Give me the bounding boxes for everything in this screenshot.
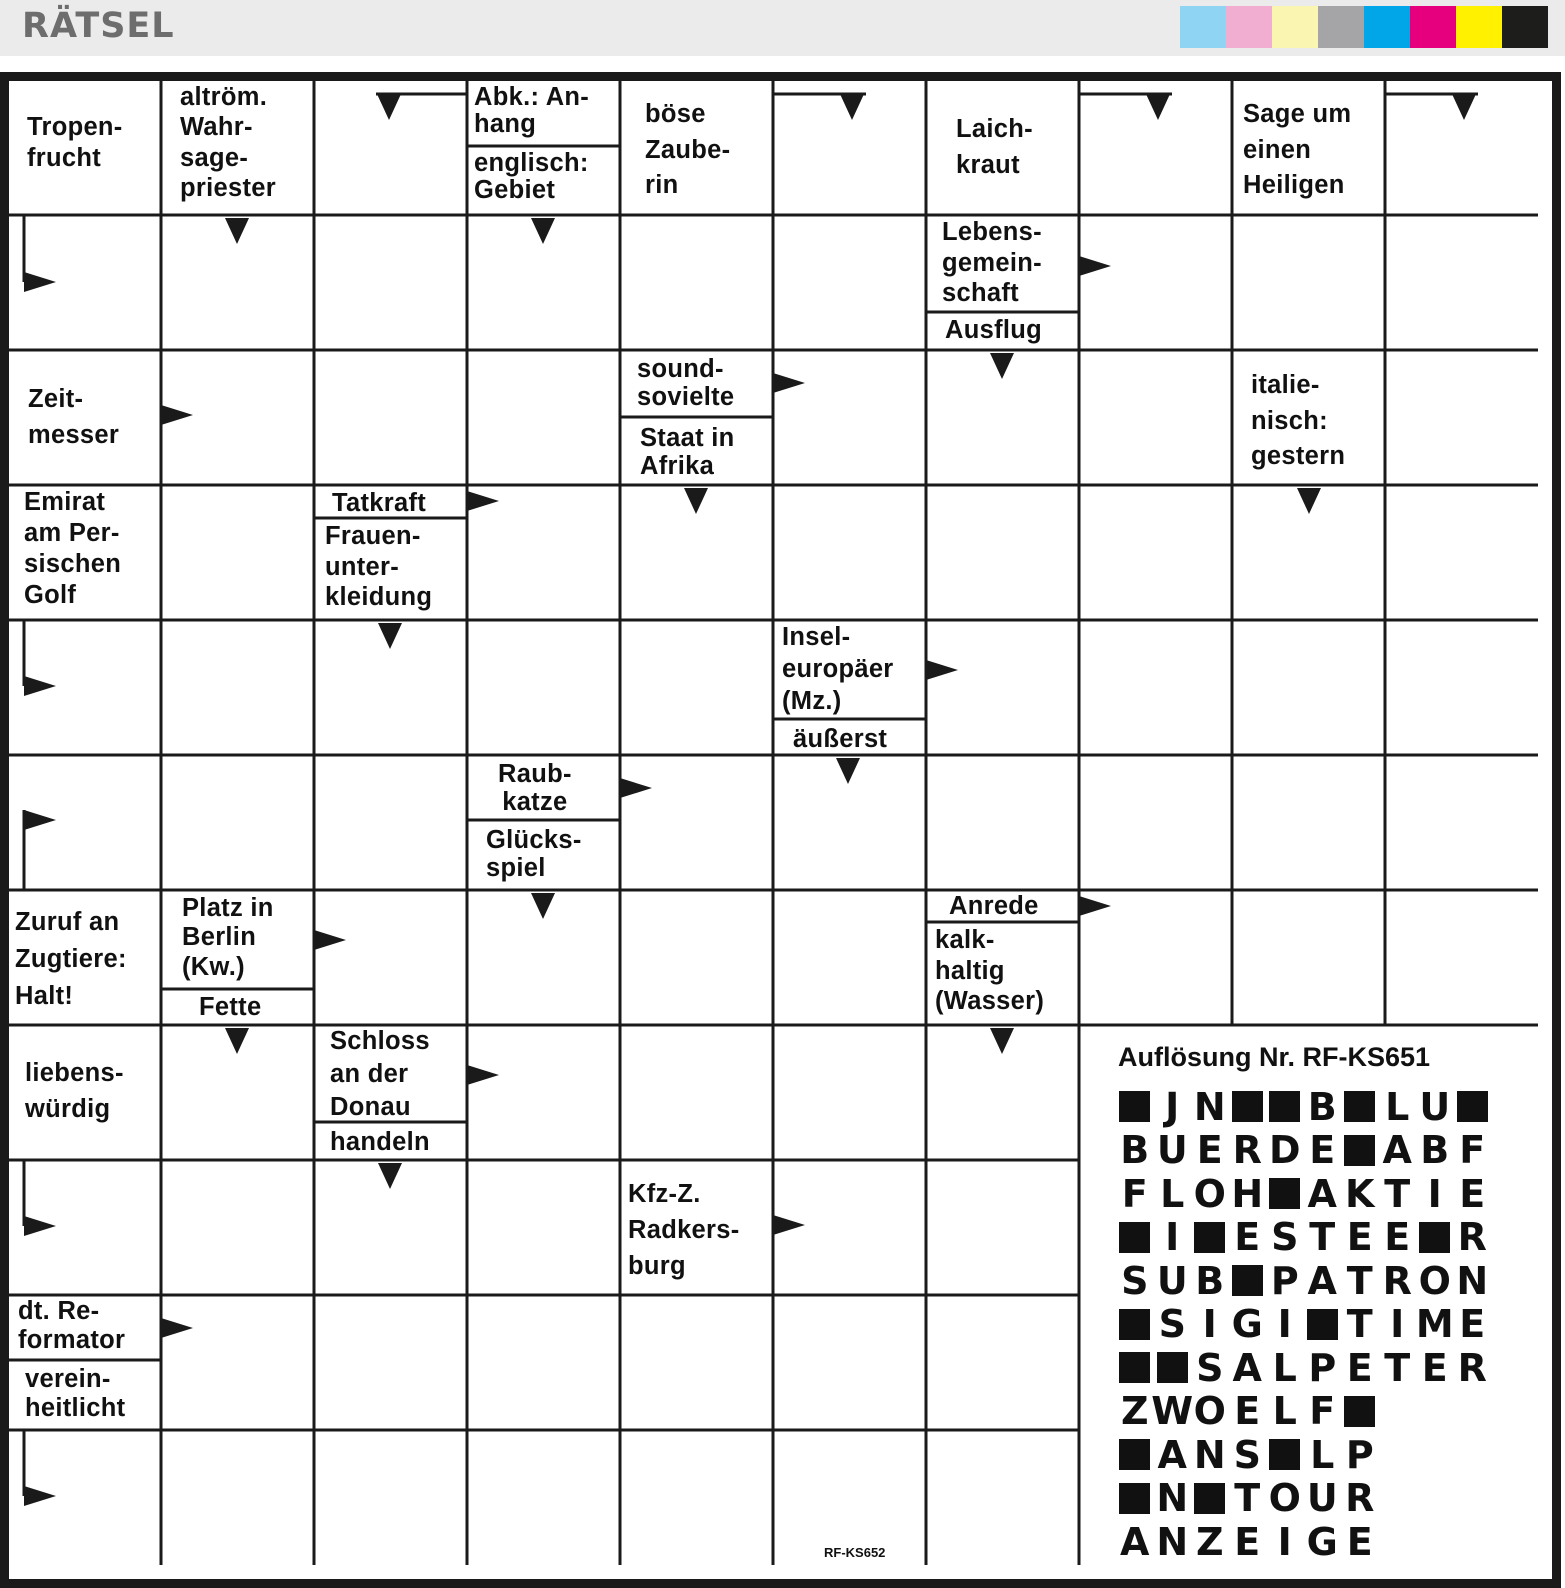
solution-letter: S <box>1158 1302 1186 1347</box>
solution-black-square <box>1416 1216 1454 1260</box>
solution-black-square <box>1116 1303 1154 1347</box>
clue-zuruf: Zuruf an Zugtiere: Halt! <box>15 908 127 1010</box>
solution-letter: I <box>1427 1171 1442 1216</box>
solution-letter: I <box>1165 1215 1180 1260</box>
arrow-right-icon <box>24 676 56 696</box>
solution-letter: A <box>1232 1345 1262 1390</box>
arrow-right-icon <box>24 272 56 292</box>
solution-letter: E <box>1234 1215 1261 1260</box>
solution-row <box>1116 1085 1491 1129</box>
clue-staat-in-afrika: Staat in Afrika <box>640 424 735 481</box>
clue-soundsovielte: sound- sovielte <box>637 355 735 412</box>
clue-vereinheitlicht: verein- heitlicht <box>25 1365 126 1422</box>
solution-letter: E <box>1234 1389 1261 1434</box>
solution-letter: I <box>1202 1302 1217 1347</box>
solution-black-square <box>1116 1216 1154 1260</box>
solution-letter: R <box>1457 1345 1487 1390</box>
solution-black-square <box>1341 1390 1379 1434</box>
solution-letter: A <box>1307 1171 1337 1216</box>
solution-letter: A <box>1157 1432 1187 1477</box>
solution-row <box>1116 1303 1491 1347</box>
arrow-down-icon <box>684 488 708 514</box>
arrow-right-icon <box>24 810 56 830</box>
solution-letter: O <box>1418 1258 1451 1303</box>
clue-englisch-gebiet: englisch: Gebiet <box>474 149 589 204</box>
arrow-down-icon <box>225 218 249 244</box>
solution-letter: M <box>1415 1302 1454 1347</box>
solution-letter: N <box>1156 1476 1189 1521</box>
solution-letter: T <box>1346 1258 1373 1303</box>
arrow-down-icon <box>1146 94 1170 120</box>
solution-letter: F <box>1309 1389 1336 1434</box>
solution-letter: P <box>1308 1345 1337 1390</box>
solution-letter: R <box>1232 1128 1262 1173</box>
solution-letter: A <box>1382 1128 1412 1173</box>
solution-letter: G <box>1231 1302 1263 1347</box>
solution-letter: U <box>1306 1476 1338 1521</box>
arrow-right-icon <box>24 1486 56 1506</box>
solution-letter: H <box>1231 1171 1264 1216</box>
solution-letter: T <box>1384 1171 1411 1216</box>
solution-letter: G <box>1306 1519 1338 1564</box>
arrow-right-icon <box>161 405 193 425</box>
clue-zeitmesser: Zeit- messer <box>28 385 120 449</box>
clue-aeusserst: äußerst <box>793 725 888 753</box>
solution-letter: E <box>1421 1345 1448 1390</box>
solution-letter: U <box>1156 1128 1188 1173</box>
solution-black-square <box>1266 1085 1304 1129</box>
arrow-down-icon <box>531 218 555 244</box>
solution-letter: T <box>1234 1476 1261 1521</box>
solution-row <box>1116 1477 1491 1521</box>
solution-letter: S <box>1121 1258 1149 1303</box>
color-swatch <box>1364 6 1410 48</box>
clue-boese-zauberin: böse Zaube- rin <box>645 100 731 200</box>
solution-letter: N <box>1456 1258 1489 1303</box>
arrow-right-icon <box>620 778 652 798</box>
arrow-down-icon <box>1452 94 1476 120</box>
clue-anrede: Anrede <box>949 892 1039 920</box>
arrow-down-icon <box>378 623 402 649</box>
solution-letter: I <box>1390 1302 1405 1347</box>
solution-letter: K <box>1345 1171 1375 1216</box>
clue-kfz-radkersburg: Kfz-Z. Radkers- burg <box>628 1180 740 1281</box>
solution-black-square <box>1266 1433 1304 1477</box>
solution-letter: E <box>1234 1519 1261 1564</box>
clue-inseleuropaeer: Insel- europäer (Mz.) <box>782 623 894 715</box>
solution-row <box>1116 1216 1491 1260</box>
arrow-right-icon <box>773 1215 805 1235</box>
solution-letter: E <box>1346 1215 1373 1260</box>
solution-black-square <box>1229 1085 1267 1129</box>
arrow-right-icon <box>773 373 805 393</box>
arrow-down-icon <box>377 94 401 120</box>
puzzle-code: RF-KS652 <box>824 1545 886 1560</box>
clue-tatkraft: Tatkraft <box>332 489 427 517</box>
solution-letter: F <box>1459 1128 1486 1173</box>
solution-letter: A <box>1120 1519 1150 1564</box>
color-swatch <box>1456 6 1502 48</box>
solution-row <box>1116 1520 1491 1564</box>
solution-letter: S <box>1271 1215 1299 1260</box>
clue-lebensgemeinschaft: Lebens- gemein- schaft <box>942 218 1042 308</box>
solution-black-square <box>1266 1172 1304 1216</box>
clue-ausflug: Ausflug <box>945 316 1043 344</box>
solution-letter: L <box>1272 1389 1297 1434</box>
solution-letter: N <box>1156 1519 1189 1564</box>
arrow-down-icon <box>836 758 860 784</box>
solution-black-square <box>1454 1085 1492 1129</box>
solution-letter: I <box>1277 1302 1292 1347</box>
clue-handeln: handeln <box>330 1128 430 1156</box>
solution-black-square <box>1116 1477 1154 1521</box>
clue-frauenunterkleidung: Frauen- unter- kleidung <box>325 522 433 612</box>
solution-black-square <box>1116 1433 1154 1477</box>
solution-letter: Z <box>1120 1389 1149 1434</box>
solution-row <box>1116 1433 1491 1477</box>
clue-gluecksspiel: Glücks- spiel <box>486 826 582 883</box>
solution-letter: U <box>1419 1084 1451 1129</box>
clue-liebenswuerdig: liebens- würdig <box>25 1059 124 1123</box>
solution-letter: B <box>1307 1084 1337 1129</box>
color-swatch <box>1226 6 1272 48</box>
clue-italienisch-gestern: italie- nisch: gestern <box>1251 371 1346 471</box>
solution-letter: E <box>1459 1302 1486 1347</box>
solution-letter: E <box>1309 1128 1336 1173</box>
solution-row <box>1116 1172 1491 1216</box>
solution-letter: E <box>1346 1345 1373 1390</box>
crossword-grid <box>0 72 1565 1588</box>
clue-platz-in-berlin: Platz in Berlin (Kw.) <box>182 894 274 981</box>
arrow-down-icon <box>990 353 1014 379</box>
clue-altroem-wahrsagepriester: altröm. Wahr- sage- priester <box>180 83 276 203</box>
solution-letter: R <box>1345 1476 1375 1521</box>
color-swatch <box>1180 6 1226 48</box>
solution-letter: I <box>1277 1519 1292 1564</box>
clue-schloss: Schloss an der Donau <box>330 1027 430 1122</box>
page-title: RÄTSEL <box>22 6 175 46</box>
solution-letter: B <box>1420 1128 1450 1173</box>
arrow-right-icon <box>467 1065 499 1085</box>
arrow-right-icon <box>24 1216 56 1236</box>
arrow-down-icon <box>990 1028 1014 1054</box>
solution-letter: E <box>1384 1215 1411 1260</box>
solution-letter: O <box>1268 1476 1301 1521</box>
arrow-down-icon <box>1297 488 1321 514</box>
solution-row <box>1116 1129 1491 1173</box>
solution-black-square <box>1341 1129 1379 1173</box>
solution-letter: E <box>1196 1128 1223 1173</box>
solution-letter: R <box>1382 1258 1412 1303</box>
color-swatch <box>1410 6 1456 48</box>
arrow-right-icon <box>1079 896 1111 916</box>
clue-abk-anhang: Abk.: An- hang <box>474 83 590 138</box>
solution-letter: O <box>1193 1171 1226 1216</box>
solution-letter: S <box>1233 1432 1261 1477</box>
arrow-right-icon <box>314 930 346 950</box>
solution-row <box>1116 1259 1491 1303</box>
solution-letter: R <box>1457 1215 1487 1260</box>
arrow-right-icon <box>467 491 499 511</box>
solution-letter: L <box>1310 1432 1335 1477</box>
solution-black-square <box>1191 1216 1229 1260</box>
solution-letter: B <box>1120 1128 1150 1173</box>
solution-letter: P <box>1345 1432 1374 1477</box>
solution-letter: B <box>1195 1258 1225 1303</box>
solution-letter: T <box>1384 1345 1411 1390</box>
solution-letter: J <box>1165 1084 1180 1129</box>
solution-letter: P <box>1270 1258 1299 1303</box>
clue-raubkatze: Raub- katze <box>498 760 572 817</box>
solution-letter: W <box>1151 1389 1194 1434</box>
solution-letter: L <box>1160 1171 1185 1216</box>
solution-black-square <box>1154 1346 1192 1390</box>
arrow-down-icon <box>531 893 555 919</box>
solution-letter: F <box>1121 1171 1148 1216</box>
solution-letter: L <box>1272 1345 1297 1390</box>
solution-black-square <box>1116 1346 1154 1390</box>
solution-row <box>1116 1346 1491 1390</box>
clue-emirat: Emirat am Per- sischen Golf <box>24 488 122 610</box>
solution-letter: O <box>1193 1389 1226 1434</box>
solution-letter: N <box>1193 1084 1226 1129</box>
clue-laichkraut: Laich- kraut <box>956 115 1033 179</box>
arrow-down-icon <box>840 94 864 120</box>
solution-letter: A <box>1307 1258 1337 1303</box>
solution-letter: E <box>1346 1519 1373 1564</box>
solution-black-square <box>1191 1477 1229 1521</box>
solution-black-square <box>1229 1259 1267 1303</box>
clue-dt-reformator: dt. Re- formator <box>18 1297 126 1354</box>
color-swatch <box>1272 6 1318 48</box>
solution-black-square <box>1304 1303 1342 1347</box>
arrow-right-icon <box>926 660 958 680</box>
clue-fette: Fette <box>199 993 262 1021</box>
solution-letter: E <box>1459 1171 1486 1216</box>
arrow-down-icon <box>378 1163 402 1189</box>
solution-letter: T <box>1309 1215 1336 1260</box>
solution-title: Auflösung Nr. RF-KS651 <box>1118 1042 1431 1072</box>
color-swatch <box>1502 6 1548 48</box>
solution-letter: N <box>1193 1432 1226 1477</box>
solution-grid <box>1116 1085 1491 1564</box>
color-swatch <box>1318 6 1364 48</box>
solution-letter: S <box>1196 1345 1224 1390</box>
solution-black-square <box>1116 1085 1154 1129</box>
arrow-right-icon <box>1079 256 1111 276</box>
solution-letter: L <box>1385 1084 1410 1129</box>
solution-letter: Z <box>1195 1519 1224 1564</box>
solution-letter: D <box>1268 1128 1301 1173</box>
solution-black-square <box>1341 1085 1379 1129</box>
clue-sage-um-einen-heiligen: Sage um einen Heiligen <box>1243 100 1352 200</box>
arrow-down-icon <box>225 1028 249 1054</box>
clue-kalkhaltig: kalk- haltig (Wasser) <box>935 926 1045 1016</box>
solution-letter: T <box>1346 1302 1373 1347</box>
solution-letter: U <box>1156 1258 1188 1303</box>
arrow-right-icon <box>161 1318 193 1338</box>
color-swatches <box>1180 6 1548 48</box>
header-bar <box>0 0 1565 56</box>
clue-tropenfrucht: Tropen- frucht <box>27 113 123 172</box>
solution-row <box>1116 1390 1491 1434</box>
